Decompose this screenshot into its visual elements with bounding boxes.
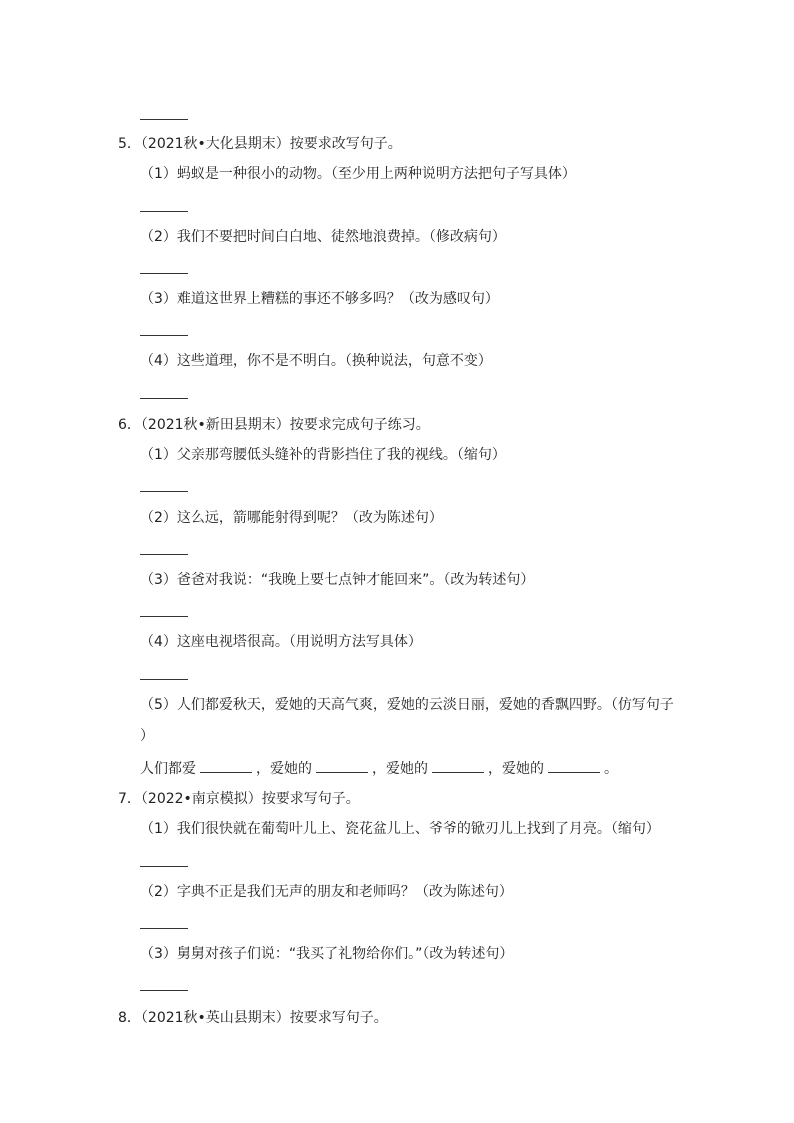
question-item: （4）这座电视塔很高。（用说明方法写具体） [140, 634, 422, 650]
fill-text: 人们都爱 [140, 761, 196, 777]
answer-blank[interactable] [140, 398, 188, 399]
fill-in-sentence [140, 758, 618, 779]
fill-blank[interactable] [548, 758, 600, 773]
answer-blank[interactable] [140, 211, 188, 212]
fill-text: ，爱她的 [372, 761, 428, 777]
question-item: （1）蚂蚁是一种很小的动物。（至少用上两种说明方法把句子写具体） [140, 166, 576, 182]
question-item: （2）这么远，箭哪能射得到呢？（改为陈述句） [140, 510, 443, 526]
question-item: （3）难道这世界上糟糕的事还不够多吗？（改为感叹句） [140, 291, 499, 307]
answer-blank[interactable] [140, 335, 188, 336]
question-item-wrap: ） [140, 728, 154, 744]
fill-text: 。 [604, 761, 618, 777]
answer-blank[interactable] [140, 679, 188, 680]
answer-blank[interactable] [140, 273, 188, 274]
fill-blank[interactable] [316, 758, 368, 773]
answer-blank[interactable] [140, 554, 188, 555]
fill-blank[interactable] [432, 758, 484, 773]
question-title: 5．（2021秋•大化县期末）按要求改写句子。 [118, 136, 402, 152]
question-item: （1）我们很快就在葡萄叶儿上、瓷花盆儿上、爷爷的锨刃儿上找到了月亮。（缩句） [140, 821, 660, 837]
question-title: 8．（2021秋•英山县期末）按要求写句子。 [118, 1010, 388, 1026]
question-title: 7．（2022•南京模拟）按要求写句子。 [118, 791, 360, 807]
question-item: （5）人们都爱秋天，爱她的天高气爽，爱她的云淡日丽，爱她的香飘四野。（仿写句子 [140, 697, 674, 713]
answer-blank[interactable] [140, 866, 188, 867]
question-item: （2）我们不要把时间白白地、徒然地浪费掉。（修改病句） [140, 229, 506, 245]
question-item: （2）字典不正是我们无声的朋友和老师吗？（改为陈述句） [140, 884, 513, 900]
answer-blank[interactable] [140, 990, 188, 991]
fill-blank[interactable] [200, 758, 252, 773]
fill-text: ，爱她的 [488, 761, 544, 777]
answer-blank[interactable] [140, 928, 188, 929]
question-title: 6．（2021秋•新田县期末）按要求完成句子练习。 [118, 417, 430, 433]
question-item: （3）舅舅对孩子们说：“我买了礼物给你们。”（改为转述句） [140, 946, 514, 962]
fill-text: ，爱她的 [256, 761, 312, 777]
answer-blank[interactable] [140, 119, 188, 120]
question-item: （1）父亲那弯腰低头缝补的背影挡住了我的视线。（缩句） [140, 447, 506, 463]
answer-blank[interactable] [140, 616, 188, 617]
question-item: （3）爸爸对我说：“我晚上要七点钟才能回来”。（改为转述句） [140, 572, 535, 588]
question-item: （4）这些道理，你不是不明白。（换种说法，句意不变） [140, 353, 492, 369]
answer-blank[interactable] [140, 491, 188, 492]
